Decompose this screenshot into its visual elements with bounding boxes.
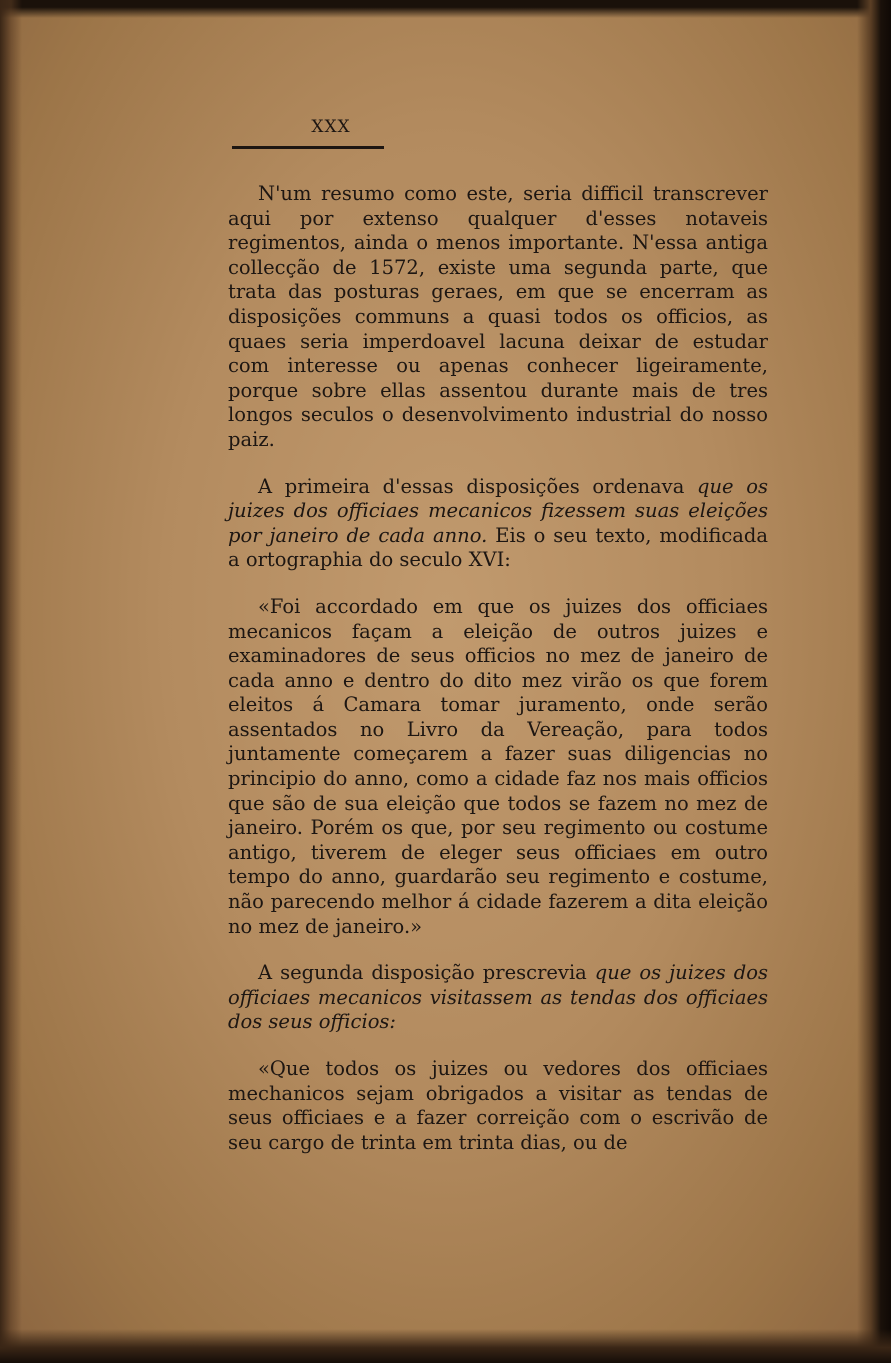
page-edge-bottom [0, 1329, 891, 1363]
paragraph-quote-eleicao: «Foi accordado em que os juizes dos officiaes mecanicos façam a eleição de outros juizes e examinadores de seus officios no mez de janeiro de cada anno e dentro do dito mez virão os que forem eleitos á Camara tomar juramento, onde serão assentados no Livro da Vereação, para todos juntamente começarem a fazer suas diligencias no principio do anno, como a cidade faz nos mais officios que são de sua eleição que todos se fazem no mez de janeiro. Porém os que, por seu regimento ou costume antigo, tiverem de eleger seus officiaes em outro tempo do anno, guardarão seu regimento e costume, não parecendo melhor á cidade fazerem a dita eleição no mez de janeiro.» [228, 594, 768, 938]
running-header [216, 114, 446, 149]
page-text-block [228, 114, 768, 1155]
header-rule [232, 146, 384, 149]
paragraph-italic-text: que os juizes dos officiaes mecanicos fizessem suas eleições por janeiro de cada anno. [228, 474, 768, 547]
paragraph-outro: Eis o seu texto, modificada a ortographia do seculo XVI: [228, 523, 768, 572]
page-edge-left [0, 0, 22, 1363]
paragraph-primeira-disposicao [228, 475, 768, 573]
page-number: XXX [311, 117, 351, 137]
paragraph-italic-text: que os juizes dos officiaes mecanicos visitassem as tendas dos officiaes dos seus officios: [228, 961, 768, 1034]
page-edge-top [0, 0, 891, 18]
paragraph-quote-visitas: «Que todos os juizes ou vedores dos officiaes mechanicos sejam obrigados a visitar as tendas de seus officiaes e a fazer correição com o escrivão de seu cargo de trinta em trinta dias, ou de [228, 1057, 768, 1154]
page-edge-right [857, 0, 891, 1363]
paragraph-intro: A primeira d'essas disposições ordenava [258, 474, 697, 498]
paragraph-intro: A segunda disposição prescrevia [258, 961, 595, 985]
paragraph-resumo: N'um resumo como este, seria difficil transcrever aqui por extenso qualquer d'esses notaveis regimentos, ainda o menos importante. N'essa antiga collecção de 1572, existe uma segunda parte, que trata das posturas geraes, em que se encerram as disposições communs a quasi todos os officios, as quaes seria imperdoavel lacuna deixar de estudar com interesse ou apenas conhecer ligeiramente, porque sobre ellas assentou durante mais de tres longos seculos o desenvolvimento industrial do nosso paiz. [228, 182, 768, 451]
paragraph-segunda-disposicao [228, 961, 768, 1035]
